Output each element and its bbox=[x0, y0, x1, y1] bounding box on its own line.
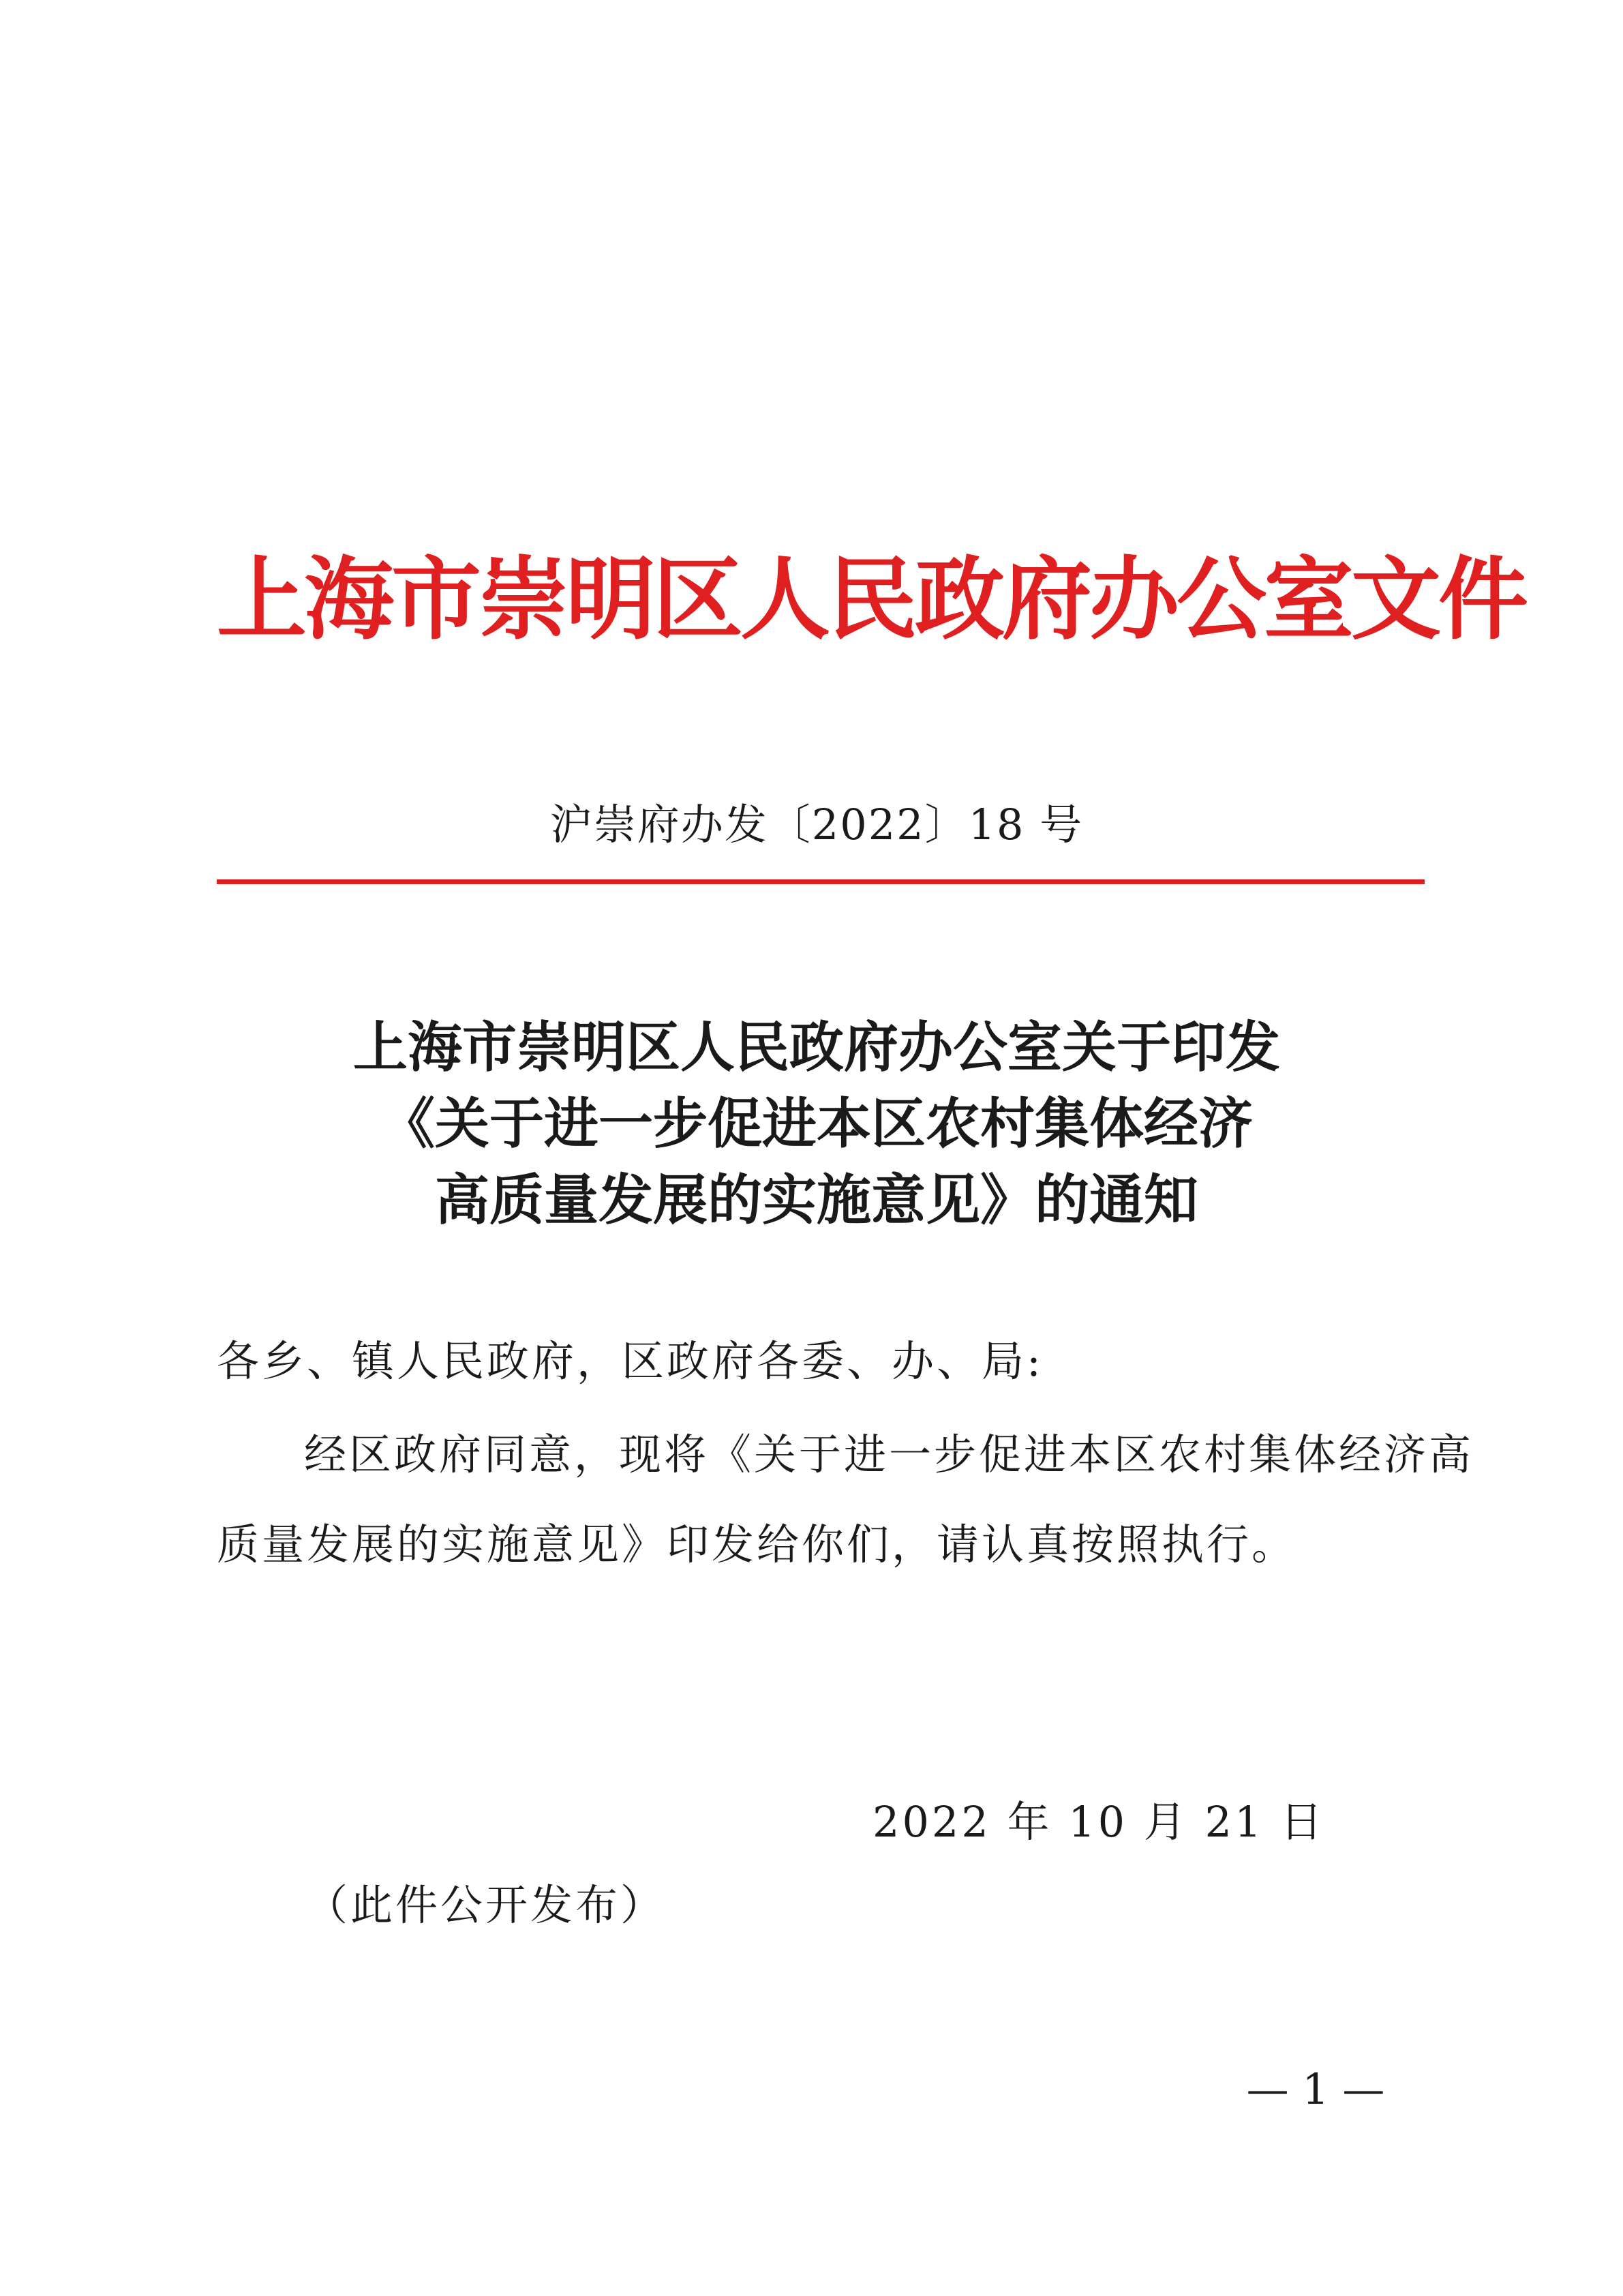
document-title bbox=[217, 1009, 1416, 1238]
body-line-1: 经区政府同意，现将《关于进一步促进本区农村集体经济高 bbox=[304, 1430, 1474, 1479]
body-paragraph bbox=[217, 1410, 1474, 1590]
issue-date: 2022 年 10 月 21 日 bbox=[873, 1797, 1326, 1847]
public-release-note: （此件公开发布） bbox=[305, 1880, 666, 1930]
body-line-2: 质量发展的实施意见》印发给你们，请认真按照执行。 bbox=[217, 1520, 1297, 1569]
red-divider-line bbox=[217, 879, 1425, 884]
salutation: 各乡、镇人民政府，区政府各委、办、局: bbox=[217, 1336, 1044, 1386]
issuer-red-header: 上海市崇明区人民政府办公室文件 bbox=[217, 547, 1526, 652]
document-number: 沪崇府办发〔2022〕18 号 bbox=[549, 800, 1084, 849]
title-line-3: 高质量发展的实施意见》的通知 bbox=[435, 1168, 1198, 1232]
title-line-1: 上海市崇明区人民政府办公室关于印发 bbox=[353, 1015, 1280, 1079]
page-number: — 1 — bbox=[1246, 2064, 1385, 2114]
title-line-2: 《关于进一步促进本区农村集体经济 bbox=[380, 1091, 1253, 1155]
